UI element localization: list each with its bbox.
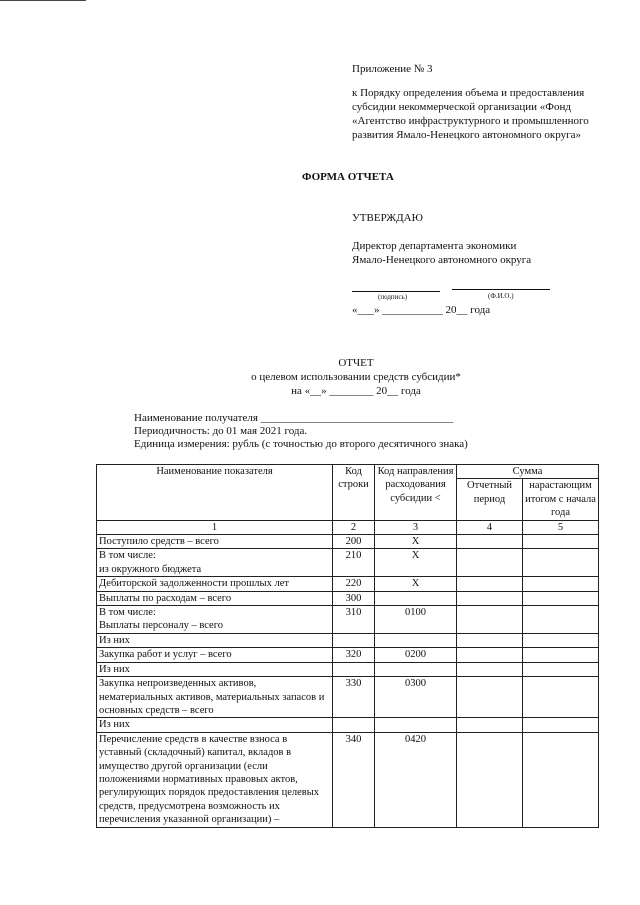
approve-date-line: «___» ___________ 20__ года <box>352 304 491 316</box>
row-code: 310 <box>333 606 375 634</box>
row-period-value <box>457 732 523 827</box>
report-table <box>96 464 599 828</box>
row-period-value <box>457 606 523 634</box>
approve-heading: УТВЕРЖДАЮ <box>352 212 423 224</box>
row-direction: X <box>375 549 457 577</box>
row-period-value <box>457 677 523 718</box>
table-row <box>97 677 599 718</box>
row-name: Закупка непроизведенных активов, нематериальных активов, материальных запасов и основных средств – всего <box>97 677 333 718</box>
row-direction <box>375 718 457 732</box>
row-direction <box>375 633 457 647</box>
col-number: 3 <box>375 520 457 534</box>
periodicity-line: Периодичность: до 01 мая 2021 года. <box>134 425 308 437</box>
row-cumulative-value <box>523 535 599 549</box>
row-period-value <box>457 577 523 591</box>
row-name: Перечисление средств в качестве взноса в уставный (складочный) капитал, вкладов в имущество другой организации (если положениями нормативных правовых актов, регулирующих порядок предоставления целевых средств, предусмотрена возможность их перечисления указанной организации) – <box>97 732 333 827</box>
row-period-value <box>457 591 523 605</box>
row-code: 220 <box>333 577 375 591</box>
row-cumulative-value <box>523 549 599 577</box>
row-period-value <box>457 535 523 549</box>
table-row <box>97 549 599 577</box>
row-cumulative-value <box>523 577 599 591</box>
row-cumulative-value <box>523 633 599 647</box>
header-direction-code: Код направления расходования субсидии < <box>375 465 457 521</box>
col-number: 4 <box>457 520 523 534</box>
row-code: 200 <box>333 535 375 549</box>
row-cumulative-value <box>523 718 599 732</box>
row-cumulative-value <box>523 677 599 718</box>
row-direction: X <box>375 535 457 549</box>
header-sum: Сумма <box>457 465 599 479</box>
header-period: Отчетный период <box>457 479 523 520</box>
appendix-line: субсидии некоммерческой организации «Фонд <box>352 101 571 113</box>
appendix-line: «Агентство инфраструктурного и промышленного <box>352 115 589 127</box>
row-period-value <box>457 648 523 662</box>
row-code: 340 <box>333 732 375 827</box>
row-name: В том числе: Выплаты персоналу – всего <box>97 606 333 634</box>
unit-line: Единица измерения: рубль (с точностью до второго десятичного знака) <box>134 438 468 450</box>
row-direction <box>375 662 457 676</box>
header-line-code: Код строки <box>333 465 375 521</box>
top-rule <box>0 0 86 1</box>
header-name: Наименование показателя <box>97 465 333 521</box>
row-direction: 0100 <box>375 606 457 634</box>
approve-position-line: Ямало-Ненецкого автономного округа <box>352 254 532 266</box>
report-date-line: на «__» ________ 20__ года <box>291 385 421 397</box>
row-cumulative-value <box>523 648 599 662</box>
signature-line <box>352 291 440 292</box>
row-name: Из них <box>97 662 333 676</box>
recipient-line: Наименование получателя ___________________________________ <box>134 412 454 424</box>
col-number: 2 <box>333 520 375 534</box>
row-code: 210 <box>333 549 375 577</box>
row-cumulative-value <box>523 606 599 634</box>
row-name: В том числе: из окружного бюджета <box>97 549 333 577</box>
name-line <box>452 289 550 290</box>
row-direction: X <box>375 577 457 591</box>
row-cumulative-value <box>523 662 599 676</box>
approve-position-line: Директор департамента экономики <box>352 240 517 252</box>
table-row <box>97 662 599 676</box>
table-row <box>97 732 599 827</box>
col-number: 5 <box>523 520 599 534</box>
table-row <box>97 606 599 634</box>
row-period-value <box>457 633 523 647</box>
appendix-line: к Порядку определения объема и предоставления <box>352 87 585 99</box>
col-number: 1 <box>97 520 333 534</box>
row-name: Поступило средств – всего <box>97 535 333 549</box>
row-code: 330 <box>333 677 375 718</box>
table-row <box>97 718 599 732</box>
row-period-value <box>457 662 523 676</box>
row-name: Закупка работ и услуг – всего <box>97 648 333 662</box>
appendix-number: Приложение № 3 <box>352 63 433 75</box>
row-name: Дебиторской задолженности прошлых лет <box>97 577 333 591</box>
row-direction: 0300 <box>375 677 457 718</box>
row-name: Из них <box>97 718 333 732</box>
appendix-line: развития Ямало-Ненецкого автономного округа» <box>352 129 581 141</box>
table-row <box>97 535 599 549</box>
table-row <box>97 633 599 647</box>
form-title: ФОРМА ОТЧЕТА <box>302 171 394 183</box>
row-code: 320 <box>333 648 375 662</box>
row-code <box>333 633 375 647</box>
appendix-block <box>352 62 622 142</box>
report-title: ОТЧЕТ <box>338 357 374 369</box>
signature-caption: (подпись) <box>378 293 408 301</box>
table-row <box>97 577 599 591</box>
row-code: 300 <box>333 591 375 605</box>
row-name: Из них <box>97 633 333 647</box>
table-row <box>97 648 599 662</box>
header-cumulative: нарастающим итогом с начала года <box>523 479 599 520</box>
row-cumulative-value <box>523 732 599 827</box>
name-caption: (Ф.И.О.) <box>488 292 514 300</box>
row-period-value <box>457 718 523 732</box>
row-direction: 0420 <box>375 732 457 827</box>
row-period-value <box>457 549 523 577</box>
row-direction: 0200 <box>375 648 457 662</box>
row-direction <box>375 591 457 605</box>
row-code <box>333 662 375 676</box>
table-row <box>97 591 599 605</box>
report-subtitle: о целевом использовании средств субсидии* <box>251 371 461 383</box>
row-name: Выплаты по расходам – всего <box>97 591 333 605</box>
row-code <box>333 718 375 732</box>
row-cumulative-value <box>523 591 599 605</box>
